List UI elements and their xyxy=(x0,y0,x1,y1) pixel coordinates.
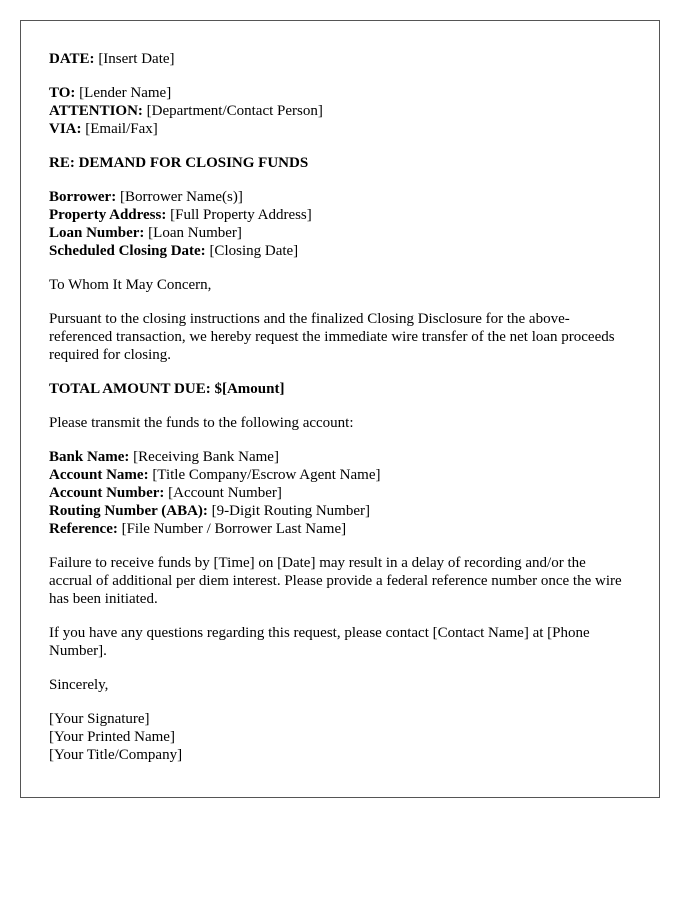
routing-number-value: [9-Digit Routing Number] xyxy=(207,503,370,519)
bank-details-block xyxy=(49,448,631,538)
loan-number-label: Loan Number: xyxy=(49,225,145,241)
attention-label: ATTENTION: xyxy=(49,103,143,119)
bank-name-label: Bank Name: xyxy=(49,449,130,465)
routing-number-label: Routing Number (ABA): xyxy=(49,503,208,519)
loan-details-block xyxy=(49,188,631,260)
closing-line: Sincerely, xyxy=(49,677,109,693)
failure-paragraph: Failure to receive funds by [Time] on [Date] may result in a delay of recording and/or the accrual of additional per diem interest. Please provide a federal reference number once the wire has been initiated. xyxy=(49,555,622,607)
bank-name-line xyxy=(49,448,631,466)
account-name-value: [Title Company/Escrow Agent Name] xyxy=(148,467,381,483)
property-address-value: [Full Property Address] xyxy=(166,207,312,223)
closing-date-value: [Closing Date] xyxy=(205,243,299,259)
borrower-line xyxy=(49,188,631,206)
date-line xyxy=(49,50,631,68)
subject-block xyxy=(49,154,631,172)
account-name-label: Account Name: xyxy=(49,467,149,483)
closing-date-line xyxy=(49,242,631,260)
signature-block xyxy=(49,710,631,764)
date-label: DATE: xyxy=(49,51,95,67)
closing-date-label: Scheduled Closing Date: xyxy=(49,243,206,259)
attention-value: [Department/Contact Person] xyxy=(142,103,323,119)
title-company-line: [Your Title/Company] xyxy=(49,747,183,763)
property-address-line xyxy=(49,206,631,224)
account-number-value: [Account Number] xyxy=(164,485,282,501)
date-block xyxy=(49,50,631,68)
to-value: [Lender Name] xyxy=(75,85,172,101)
via-line xyxy=(49,120,631,138)
via-value: [Email/Fax] xyxy=(81,121,158,137)
intro-paragraph: Pursuant to the closing instructions and the finalized Closing Disclosure for the above-referenced transaction, we hereby request the immediate wire transfer of the net loan proceeds required for closing. xyxy=(49,311,615,363)
total-due-block xyxy=(49,380,631,398)
account-number-line xyxy=(49,484,631,502)
reference-value: [File Number / Borrower Last Name] xyxy=(117,521,347,537)
loan-number-value: [Loan Number] xyxy=(144,225,242,241)
routing-number-line xyxy=(49,502,631,520)
printed-name-line: [Your Printed Name] xyxy=(49,729,175,745)
borrower-value: [Borrower Name(s)] xyxy=(116,189,243,205)
questions-paragraph: If you have any questions regarding this request, please contact [Contact Name] at [Phone Number]. xyxy=(49,625,590,659)
bank-name-value: [Receiving Bank Name] xyxy=(129,449,279,465)
reference-line xyxy=(49,520,631,538)
subject-line: RE: DEMAND FOR CLOSING FUNDS xyxy=(49,155,309,171)
recipient-block xyxy=(49,84,631,138)
account-name-line xyxy=(49,466,631,484)
via-label: VIA: xyxy=(49,121,82,137)
property-address-label: Property Address: xyxy=(49,207,167,223)
to-line xyxy=(49,84,631,102)
account-number-label: Account Number: xyxy=(49,485,165,501)
transmit-instruction: Please transmit the funds to the following account: xyxy=(49,415,354,431)
signature-line: [Your Signature] xyxy=(49,711,150,727)
borrower-label: Borrower: xyxy=(49,189,117,205)
letter-document xyxy=(20,20,660,798)
salutation: To Whom It May Concern, xyxy=(49,277,212,293)
to-label: TO: xyxy=(49,85,76,101)
total-amount-due: TOTAL AMOUNT DUE: $[Amount] xyxy=(49,381,285,397)
loan-number-line xyxy=(49,224,631,242)
attention-line xyxy=(49,102,631,120)
date-value: [Insert Date] xyxy=(94,51,175,67)
reference-label: Reference: xyxy=(49,521,118,537)
